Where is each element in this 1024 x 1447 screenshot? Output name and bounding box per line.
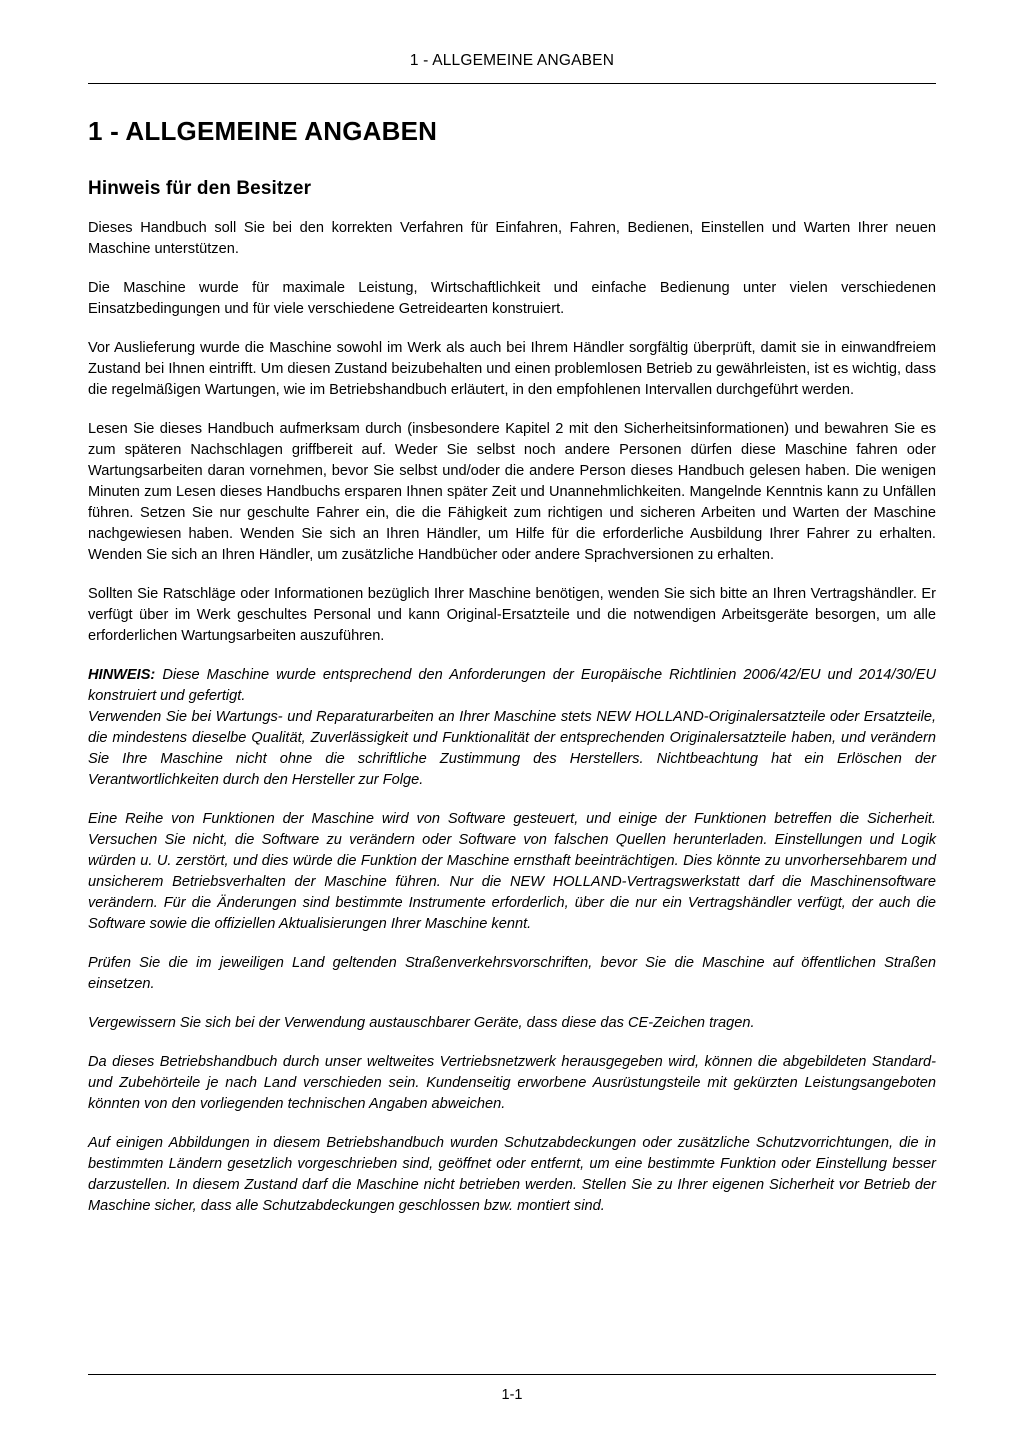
page-footer: [88, 1374, 936, 1403]
note-paragraph: Eine Reihe von Funktionen der Maschine wird von Software gesteuert, und einige der Funktionen betreffen die Sicherheit. Versuchen Sie nicht, die Software zu verändern oder Software von falschen Quellen herunterladen. Einstellungen und Logik würden u. U. zerstört, und dies würde die Funktion der Maschine ernsthaft beeinträchtigen. Dies könnte zu unvorhersehbarem und unsicherem Betriebsverhalten der Maschine führen. Nur die NEW HOLLAND-Vertragswerkstatt darf die Maschinensoftware verändern. Für die Änderungen sind bestimmte Instrumente erforderlich, über die nur ein Vertragshändler verfügt, der auch die Software sowie die offiziellen Aktualisierungen Ihrer Maschine kennt.: [88, 811, 936, 932]
note-paragraph: Auf einigen Abbildungen in diesem Betriebshandbuch wurden Schutzabdeckungen oder zusätzliche Schutzvorrichtungen, die in bestimmten Ländern gesetzlich vorgeschrieben sind, geöffnet oder entfernt, um eine bestimmte Funktion oder Einstellung besser darzustellen. In diesem Zustand darf die Maschine nicht betrieben werden. Stellen Sie zu Ihrer eigenen Sicherheit vor Betrieb der Maschine sicher, dass alle Schutzabdeckungen geschlossen bzw. montiert sind.: [88, 1135, 936, 1214]
note-first-text: Diese Maschine wurde entsprechend den Anforderungen der Europäische Richtlinien 2006/42/EU und 2014/30/EU konstruiert und gefertigt.: [88, 667, 936, 704]
note-paragraph: Da dieses Betriebshandbuch durch unser weltweites Vertriebsnetzwerk herausgegeben wird, können die abgebildeten Standard- und Zubehörteile je nach Land verschieden sein. Kundenseitig erworbene Ausrüstungsteile mit gekürzten Leistungsangeboten könnten von den vorliegenden technischen Angaben abweichen.: [88, 1054, 936, 1112]
note-paragraph: [88, 665, 936, 707]
footer-divider: [88, 1374, 936, 1375]
note-paragraph: Prüfen Sie die im jeweiligen Land geltenden Straßenverkehrsvorschriften, bevor Sie die Maschine auf öffentlichen Straßen einsetzen.: [88, 955, 936, 992]
paragraph: Lesen Sie dieses Handbuch aufmerksam durch (insbesondere Kapitel 2 mit den Sicherheitsinformationen) und bewahren Sie es zum späteren Nachschlagen griffbereit auf. Weder Sie selbst noch andere Personen dürfen diese Maschine fahren oder Wartungsarbeiten daran vornehmen, bevor Sie selbst und/oder die andere Person dieses Handbuch gelesen haben. Die wenigen Minuten zum Lesen dieses Handbuchs ersparen Ihnen später Zeit und Unannehmlichkeiten. Mangelnde Kenntnis kann zu Unfällen führen. Setzen Sie nur geschulte Fahrer ein, die die Fähigkeit zum richtigen und sicheren Arbeiten und Warten der Maschine nachgewiesen haben. Wenden Sie sich an Ihren Händler, um Hilfe für die erforderliche Ausbildung Ihrer Fahrer zu erhalten. Wenden Sie sich an Ihren Händler, um zusätzliche Handbücher oder andere Sprachversionen zu erhalten.: [88, 421, 936, 563]
note-paragraph: Verwenden Sie bei Wartungs- und Reparaturarbeiten an Ihrer Maschine stets NEW HOLLAND-Originalersatzteile oder Ersatzteile, die mindestens dieselbe Qualität, Zuverlässigkeit und Funktionalität der entsprechenden Originalersatzteile haben, und verändern Sie Ihre Maschine nicht ohne die schriftliche Zustimmung des Herstellers. Nichtbeachtung hat ein Erlöschen der Verantwortlichkeiten durch den Hersteller zur Folge.: [88, 709, 936, 788]
running-header: 1 - ALLGEMEINE ANGABEN: [409, 52, 615, 69]
paragraph: Vor Auslieferung wurde die Maschine sowohl im Werk als auch bei Ihrem Händler sorgfältig überprüft, damit sie in einwandfreiem Zustand bei Ihnen eintrifft. Um diesen Zustand beizubehalten und einen problemlosen Betrieb zu gewährleisten, ist es wichtig, dass die regelmäßigen Wartungen, wie im Betriebshandbuch erläutert, in den empfohlenen Intervallen durchgeführt werden.: [88, 340, 936, 398]
section-title: Hinweis für den Besitzer: [88, 178, 312, 199]
header-divider: [88, 83, 936, 84]
paragraph: Sollten Sie Ratschläge oder Informationen bezüglich Ihrer Maschine benötigen, wenden Sie sich bitte an Ihren Vertragshändler. Er verfügt über im Werk geschultes Personal und kann Original-Ersatzteile und die notwendigen Arbeitsgeräte besorgen, um alle erforderlichen Wartungsarbeiten auszuführen.: [88, 586, 936, 644]
paragraph: Dieses Handbuch soll Sie bei den korrekten Verfahren für Einfahren, Fahren, Bedienen, Einstellen und Warten Ihrer neuen Maschine unterstützen.: [88, 220, 936, 257]
paragraph: Die Maschine wurde für maximale Leistung, Wirtschaftlichkeit und einfache Bedienung unter vielen verschiedenen Einsatzbedingungen und für viele verschiedene Getreidearten konstruiert.: [88, 280, 936, 317]
chapter-title: 1 - ALLGEMEINE ANGABEN: [88, 116, 438, 146]
page-number: 1-1: [501, 1387, 523, 1403]
note-label: HINWEIS:: [88, 667, 156, 683]
note-paragraph: Vergewissern Sie sich bei der Verwendung austauschbarer Geräte, dass diese das CE-Zeichen tragen.: [88, 1015, 755, 1031]
